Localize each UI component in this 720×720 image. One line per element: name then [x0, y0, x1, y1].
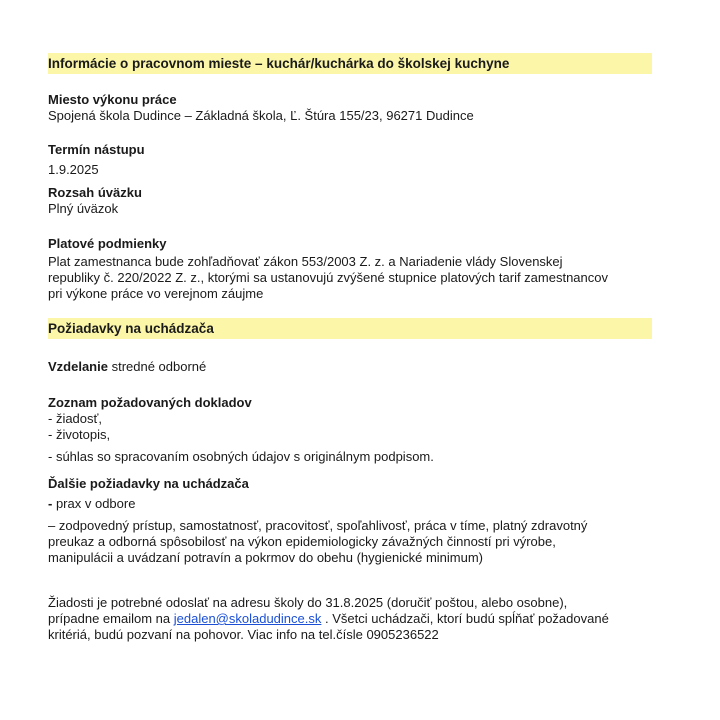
- closing-line: [48, 611, 652, 627]
- place-section: [48, 92, 652, 124]
- scope-section: [48, 185, 652, 217]
- document-item: - žiadosť,: [48, 411, 103, 426]
- education-line: [48, 359, 652, 375]
- page-title: Informácie o pracovnom mieste – kuchár/kuchárka do školskej kuchyne: [48, 53, 652, 74]
- education-value: stredné odborné: [107, 359, 207, 374]
- requirements-title: Požiadavky na uchádzača: [48, 318, 652, 339]
- salary-line: Plat zamestnanca bude zohľadňovať zákon 553/2003 Z. z. a Nariadenie vlády Slovenskej: [48, 254, 563, 269]
- document-item: - súhlas so spracovaním osobných údajov s originálnym podpisom.: [48, 449, 434, 464]
- closing-line: Žiadosti je potrebné odoslať na adresu školy do 31.8.2025 (doručiť poštou, alebo osobne),: [48, 595, 568, 610]
- other-heading: Ďalšie požiadavky na uchádzača: [48, 476, 249, 491]
- place-heading: Miesto výkonu práce: [48, 92, 177, 107]
- scope-text: Plný úväzok: [48, 201, 119, 216]
- salary-section: [48, 236, 652, 302]
- other-line: – zodpovedný prístup, samostatnosť, pracovitosť, spoľahlivosť, práca v tíme, platný zdravotný: [48, 518, 588, 533]
- closing-text: . Všetci uchádzači, ktorí budú spĺňať požadované: [321, 611, 609, 626]
- other-requirements-section: [48, 476, 652, 566]
- practice-text: prax v odbore: [52, 496, 136, 511]
- email-link[interactable]: jedalen@skoladudince.sk: [173, 611, 322, 626]
- start-section: [48, 142, 652, 178]
- salary-line: pri výkone práce vo verejnom záujme: [48, 286, 264, 301]
- documents-section: [48, 395, 652, 465]
- practice-dash: -: [48, 496, 53, 511]
- start-text: 1.9.2025: [48, 162, 99, 177]
- education-label: Vzdelanie: [48, 359, 108, 374]
- practice-line: [48, 496, 652, 512]
- salary-heading: Platové podmienky: [48, 236, 167, 251]
- other-line: preukaz a odborná spôsobilosť na výkon epidemiologicky závažných činností pri výrobe,: [48, 534, 556, 549]
- other-line: manipulácii a uvádzaní potravín a pokrmov do obehu (hygienické minimum): [48, 550, 483, 565]
- closing-line: kritériá, budú pozvaní na pohovor. Viac info na tel.čísle 0905236522: [48, 627, 439, 642]
- documents-heading: Zoznam požadovaných dokladov: [48, 395, 252, 410]
- salary-line: republiky č. 220/2022 Z. z., ktorými sa ustanovujú zvýšené stupnice platových tarif zamestnancov: [48, 270, 608, 285]
- scope-heading: Rozsah úväzku: [48, 185, 142, 200]
- closing-section: [48, 595, 652, 643]
- document-item: - životopis,: [48, 427, 111, 442]
- start-heading: Termín nástupu: [48, 142, 145, 157]
- closing-text: prípadne emailom na: [48, 611, 174, 626]
- place-text: Spojená škola Dudince – Základná škola, Ľ. Štúra 155/23, 96271 Dudince: [48, 108, 474, 123]
